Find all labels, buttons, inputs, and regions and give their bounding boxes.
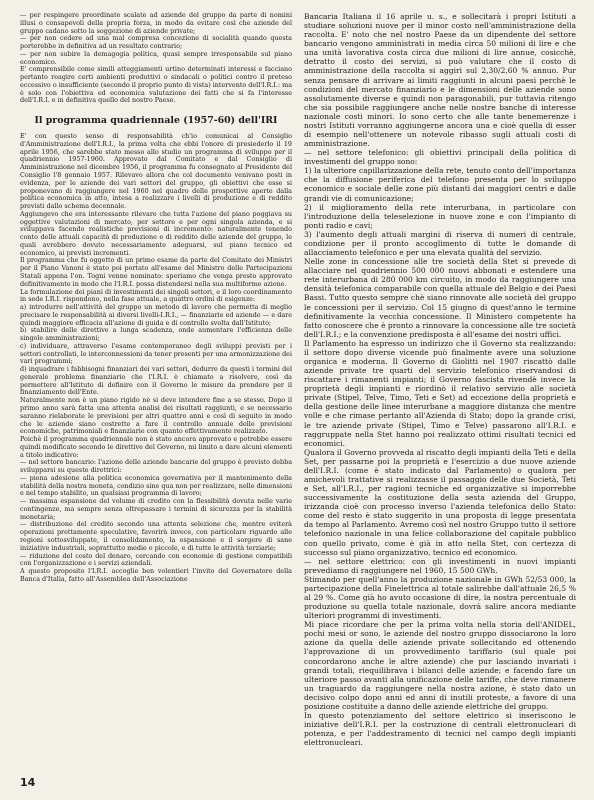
paragraph: — nel settore telefonico: gli obiettivi principali della politica di investimenti del gruppo sono: <box>304 148 576 167</box>
paragraph: A questo proposito l'I.R.I. accoglie ben volentieri l'invito del Governatore della Banca d'Italia, fatto all'Assemblea dell'Associazione <box>20 567 292 583</box>
paragraph: Qualora il Governo provveda al riscatto degli impianti della Teti e della Set, per passarne poi la proprietà e l'esercizio a due nuove aziende dell'I.R.I. (come è stato indicato dal Parlamento) o qualora per amichevoli trattative si realizzasse il passaggio delle due Società, Teti e Set, all'I.R.I., per ragioni tecniche ed organizzative si imporrebbe successivamente la costituzione della sesta azienda del Gruppo, irizzanda cioè con processo inverso l'azienda telefonica dello Stato: come del resto è stato suggerito in una proposta di legge presentata da tempo al Parlamento. Avremo così nel nostro Gruppo tutto il settore telefonico nazionale in una felice collaborazione del capitale pubblico con quello privato, come è già in atto nella Stet, con certezza di successo sul piano organizzativo, tecnico ed economico. <box>304 447 576 557</box>
text-columns <box>20 12 576 747</box>
paragraph: — nel settore bancario: l'azione delle aziende bancarie del gruppo è previsto debba svilupparsi su queste direttrici: <box>20 458 292 475</box>
paragraph: Il Parlamento ha espresso un indirizzo che il Governo sta realizzando: il settore dopo diverse vicende può finalmente avere una soluzione organica e moderna. Il Governo di Giolitti nel 1907 riscattò dalle aziende private tre quarti del servizio telefonico riservandosi di riscattare i rimanenti impianti; il Governo fascista rivendè invece la proprietà degli impianti e riordinò il relativo servizio alle società private (Stipel, Telve, Timo, Teti e Set) ad eccezione della proprietà e della gestione delle linee interurbane a maggiore distanza che mentre volle e che rimase pertanto all'Azienda di Stato; dopo la grande crisi, le tre aziende private (Stipel, Timo e Telve) passarono all'I.R.I. e raggruppate nella Stet hanno poi realizzato ottimi risultati tecnici ed economici. <box>304 338 576 448</box>
paragraph: b) stabilire delle direttive a lunga scadenza, onde aumentare l'efficienza delle singole amministrazioni; <box>20 326 292 343</box>
paragraph: — per respingere preordinate scalate ad aziende del gruppo da parte di nomini illusi o consapevoli della propria forza, in modo da evitare così che aziende del gruppo cadano sotto la soggezione di aziende private; <box>20 11 292 35</box>
paragraph: — riduzione del costo del denaro, cercando con economie di gestione compatibili con l'organizzazione e i servizi aziendali. <box>20 551 292 568</box>
paragraph: — per non subire la demagogia politica, quasi sempre irresponsabile sul piano economico. <box>20 49 292 66</box>
paragraph: Il programma che fu oggetto di un primo esame da parte del Comitato dei Ministri per il Piano Vanoni è stato poi portato all'esame del Ministro delle Partecipazioni Statali appena l'on. Togni venne nominato: speriamo che venga presto approvato definitivamente in modo che l'I.R.I. possa distendersi nella sua multiforme azione. <box>20 256 292 288</box>
paragraph: E' con questo senso di responsabilità ch'io comunicai al Consiglio d'Amministrazione dell'I.R.I., la prima volta che ebbi l'onore di presiederlo il 19 aprile 1956, che sarebbe stato messo allo studio un programma di sviluppo per il quadriennio 1957-1960. Approvato dal Comitato e dal Consiglio di Amministrazione nel dicembre 1956, il programma fu consegnato al Presidente del Consiglio l'8 gennaio 1957. Rilevavo allora che col documento venivano posti in evidenza, per le aziende dei vari settori del gruppo, gli obiettivi che esse si proponevano di raggiungere nel 1960 nel quadro delle prospettive aperte dalla politica economica in atto, intesa a realizzare i livelli di produzione e di reddito previsti dallo schema decennale. <box>20 132 292 211</box>
paragraph: Naturalmente non è un piano rigido nè si deve intendere fine a se stesso. Dopo il primo anno sarà fatta una attenta analisi dei risultati raggiunti, e se necessario saranno rielaborate le previsioni per altri quattro anni e così di seguito in modo che le aziende siano costrette a fare il controllo annuale delle previsioni economiche, patrimoniali e finanziarie con quanto effettivamente realizzato. <box>20 396 292 436</box>
paragraph: In questo potenziamento del settore elettrico si inseriscono le iniziative dell'I.R.I. per la costruzione di centrali elettronucleari di potenza, e per l'addestramento di tecnici nel campo degli impianti elettronucleari. <box>304 711 576 748</box>
paragraph: — distribuzione del credito secondo una attenta selezione che, mentre eviterà operazioni prettamente speculative, favorirà invece, con particolare riguardo alle regioni sottosviluppate, il consolidamento, la espansione e il sorgere di sane iniziative industriali, soprattutto medie e piccole, e di tutte le attività terziarie; <box>20 520 292 552</box>
paragraph: Mi piace ricordare che per la prima volta nella storia dell'ANIDEL, pochi mesi or sono, le aziende del nostro gruppo dissociarono la loro azione da quella delle aziende private sollecitando ed ottenendo l'approvazione di un provvedimento tariffario (sul quale poi concordarono anche le altre aziende) che pur lasciando invariati i grandi totali, riequilibrava i bilanci delle aziende; e facendo fare un ulteriore passo avanti alla unificazione delle tariffe, che deve rimanere un traguardo da raggiungere nella nostra azione, è stato dato un decisivo colpo dopo anni ed anni di inutili proteste, a favore di una posizione costituite a danno delle aziende elettriche del gruppo. <box>304 620 576 711</box>
paragraph: — piena adesione alla politica economica governativa per il mantenimento della stabilità della nostra moneta, condizio sine qua non per realizzare, nelle dimensioni e nel tempo stabilito, un qualsiasi programma di lavoro; <box>20 473 292 498</box>
section-heading: Il programma quadriennale (1957-60) dell'IRI <box>34 115 278 127</box>
paragraph: — per non cedere ad una mal compresa concezione di socialità quando questa porterebbe in definitiva ad un resultato contrario; <box>20 34 292 51</box>
right-column <box>304 12 576 747</box>
paragraph: Nelle zone in concessione alle tre società della Stet si prevede di allacciare nel quadriennio 500 000 nuovi abbonati e estendere una rete interurbana di 280 000 km circuito, in modo da raggiungere una densità telefonica comparabile con quella attuale del Belgio e dei Paesi Bassi. Tutto questo sempre chè siano rinnovate alle società del gruppo le concessioni per il servizio. Col 15 giugno di quest'anno le termine definitivamente la vecchia concessione. Il Ministero competente ha fatto conoscere che è pronto a rinnovare la concessione alle tre società dell'I.R.I.; e la convenzione predisposta è all'esame dei nostri uffici. <box>304 257 576 339</box>
paragraph: 2) il miglioramento della rete interurbana, in particolare con l'introduzione della teleselezione in nuove zone e con l'impianto di ponti radio e cavi; <box>304 202 576 230</box>
paragraph: c) individuare, attraverso l'esame contemporaneo degli sviluppi previsti per i settori controllati, le interconnessioni da tener presenti per una armonizzazione dei vari programmi; <box>20 341 292 366</box>
paragraph: 1) la ulteriore capillarizzazione della rete, tenuto conto dell'importanza che la diffusione periferica del telefono presenta per lo sviluppo economico e sociale delle zone più distanti dai maggiori centri e dalle grandi vie di comunicazione; <box>304 166 576 203</box>
paragraph: 3) l'aumento degli attuali margini di riserva di numeri di centrale, condizione per il pronto accoglimento di tutte le domande di allacciamento telefonico e per una elevata qualità del servizio. <box>304 229 576 258</box>
paragraph: — nel settore elettrico: con gli investimenti in nuovi impianti prevediamo di raggiungere nel 1960, 15 500 GWh. <box>304 556 576 575</box>
paragraph: La formulazione dei piani di investimenti dei singoli settori, e il loro coordinamento in sede I.R.I. rispondono, nella fase attuale, a quattro ordini di esigenze: <box>20 287 292 304</box>
paragraph: Stimando per quell'anno la produzione nazionale in GWh 52/53 000, la partecipazione della Finelettrica al totale salirebbe dall'attuale 26,5 % al 29 %. Come già ho avuto occasione di dire, la nostra percentuale di produzione su quella totale nazionale, dovrà salire ancora mediante ulteriori programmi di investimenti. <box>304 574 576 621</box>
page-number: 14 <box>20 776 36 789</box>
paragraph: d) inquadrare i fabbisogni finanziari dei vari settori, dedurre da questi i termini del generale problema finanziario che l'I.R.I. è chiamato a risolvere, così da permettere all'Istituto di definire con il Governo le misure da prendere per il finanziamento dell'Ente. <box>20 365 292 397</box>
paragraph: Bancaria Italiana il 16 aprile u. s., e sollecitarà i propri Istituti a studiare soluzioni nuove per il minor costo nell'amministrazione della raccolta. E' noto che nel nostro Paese da un dipendente del settore bancario vengono amministrati in media circa 50 milioni di lire e che una unità lavorativa costa circa due milioni di lire annue, cosicchè, detratto il costo dei servizi, si può valutare che il costo di amministrazione della raccolta si aggiri sul 2,30/2,60 % annuo. Pur senza pensare di arrivare ai limiti raggiunti in alcuni paesi perchè le condizioni del mercato finanziario e le dimensioni delle aziende sono assolutamente diverse e quindi non paragonabili, pur tuttavia ritengo che sia possibile raggiungere anche nelle nostre banche di interesse nazionale costi minori. Io sono certo che alle tante benemerenze i nostri Istituti vorranno aggiungerne ancora una e cioè quella di esser di esempio nell'ottenere un notevole ribasso sugli attuali costi di amministrazione. <box>304 12 576 149</box>
paragraph: Aggiungevo che era interessante rilevare che tutta l'azione del piano poggiava su oggettive valutazioni di mercato, per settore e per ogni singola azienda, e si sviluppava facendo realistiche previsioni di incremento: naturalmente tenendo conto delle attuali capacità di produzione e di reddito delle aziende del gruppo, le quali avrebbero dovuto necessariamente adeguarsi, sul piano tecnico ed economico, ai previsti incrementi. <box>20 209 292 257</box>
paragraph: a) introdurre nell'attività del gruppo un metodo di lavoro che permetta di meglio precisare le responsabilità ai diversi livelli-I.R.I., — finanziarie ed aziende — e dare quindi maggiore efficacia all'azione di guida e di controllo svolta dall'Istituto; <box>20 303 292 327</box>
left-column <box>20 12 292 747</box>
paragraph: E' comprensibile come simili atteggiamenti urtino determinati interessi e facciano pertanto reagire certi ambienti produttivi o sindacali o politici contro il preteso eccessivo o insufficiente (secondo il proprio punto di vista) intervento dell'I.R.I.: ma è solo con l'obiettiva ed economica valutazione dei fatti che si fa l'interesse dell'I.R.I. e in definitiva quello del nostro Paese. <box>20 65 293 105</box>
paragraph: — massima espansione del volume di credito con la flessibilità dovuta nelle varie contingenze, ma sempre senza oltrepassare i termini di sicurezza per la stabilità monetaria; <box>20 497 292 521</box>
paragraph: Poichè il programma quadriennale non è stato ancora approvato e potrebbe essere quindi modificato secondo le direttive del Governo, mi limito a dare alcuni elementi a titolo indicativo: <box>20 435 292 459</box>
